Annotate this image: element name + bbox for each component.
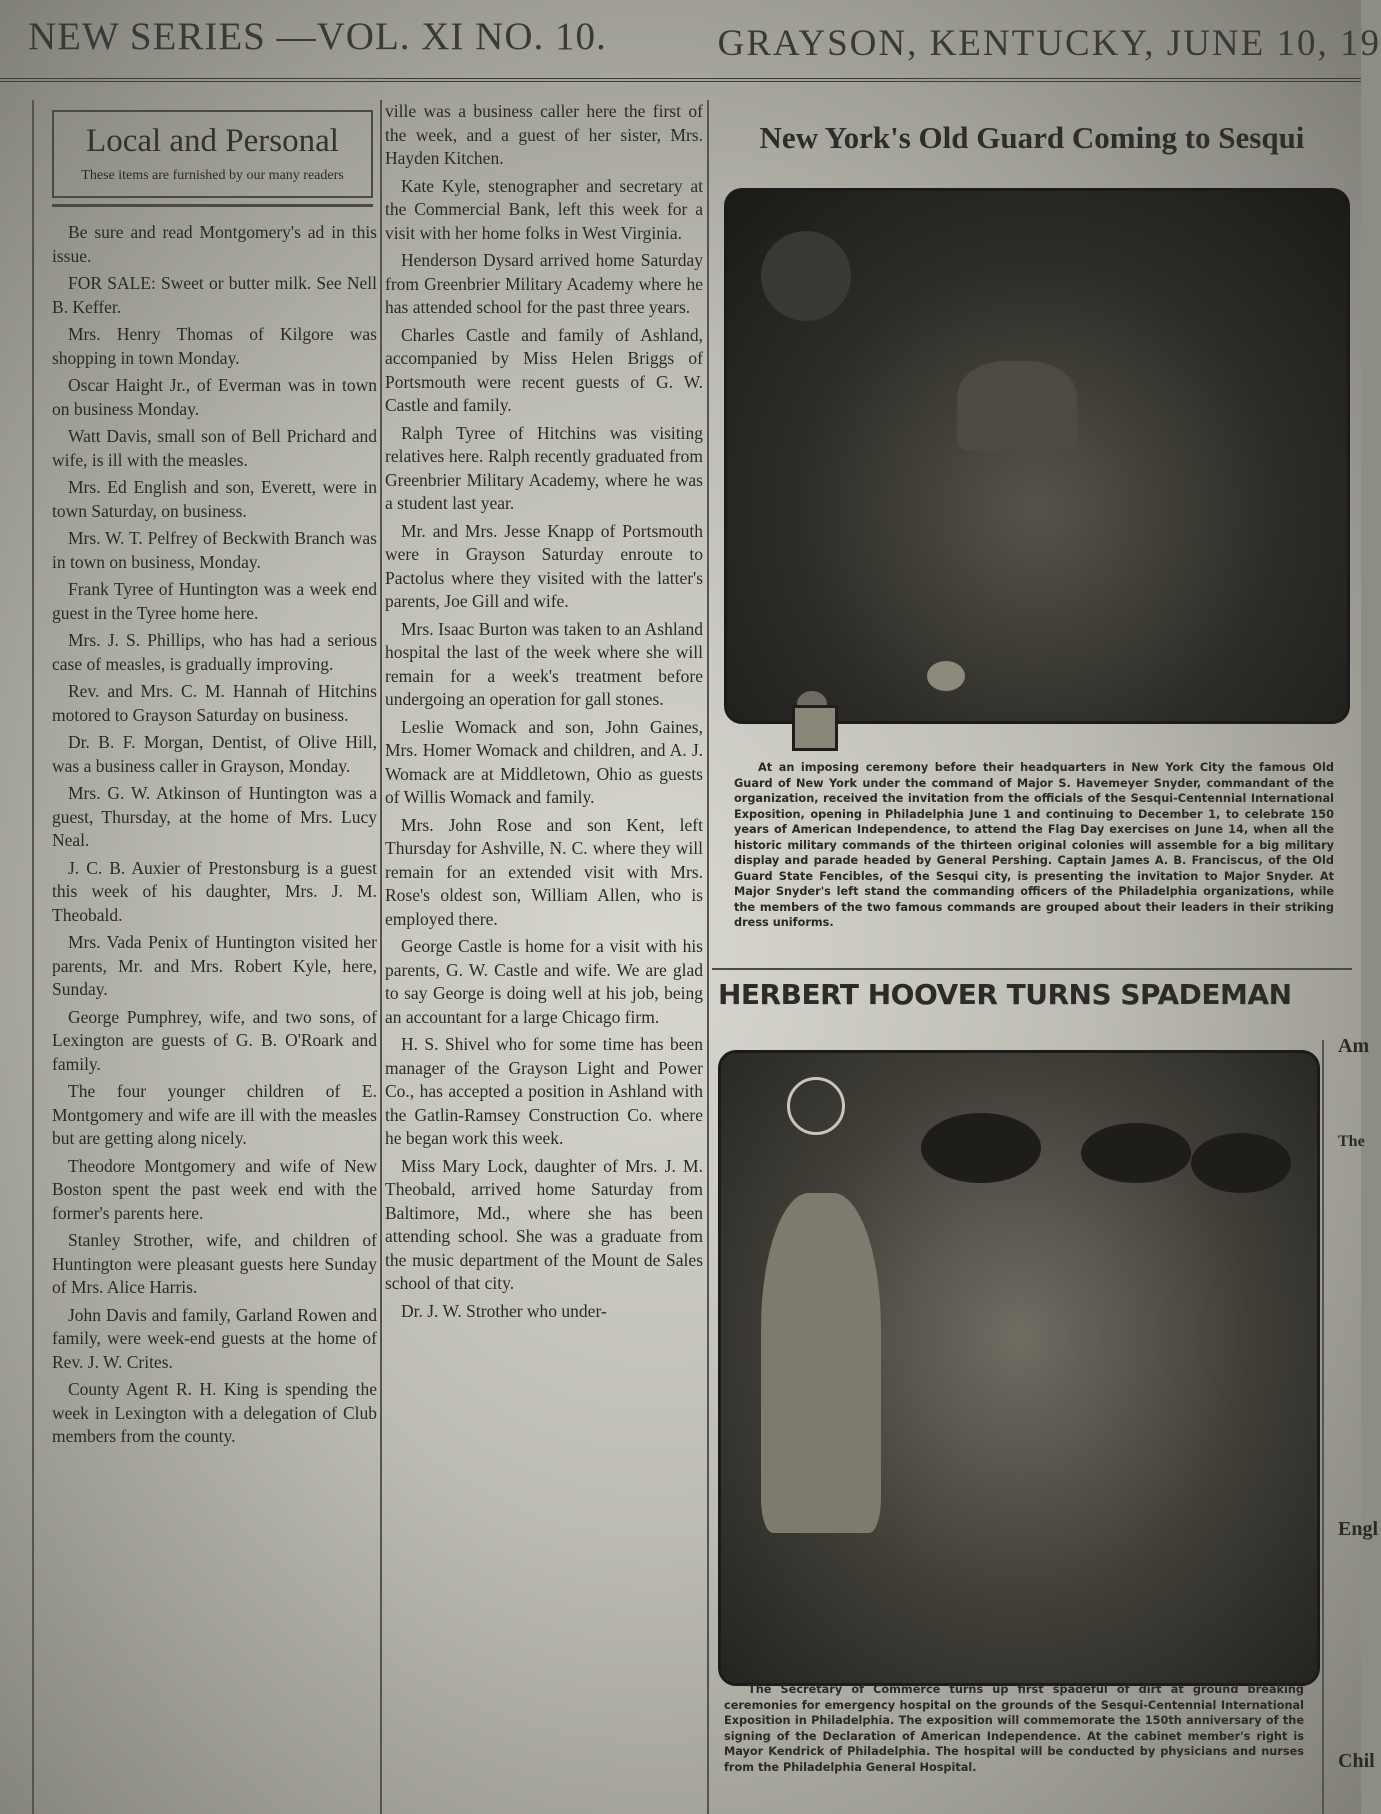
feature-column: [712, 100, 1352, 1814]
wreath-icon: [761, 231, 851, 321]
local-items-list: [52, 221, 377, 1449]
hoover-caption: The Secretary of Commerce turns up first spadeful of dirt at ground breaking ceremonies for emergency hospital on the grounds of the Sesqui-Centennial International Exposition in Philadelphia. The exposition will commemorate the 150th anniversary of the signing of the Declaration of American Independence. At the cabinet member's right is Mayor Kendrick of Philadelphia. The hospital will be conducted by physicians and nurses from the Philadelphia General Hospital.: [724, 1683, 1304, 1774]
local-news-item: Henderson Dysard arrived home Saturday from Greenbrier Military Academy where he has attended school for the past three years.: [385, 250, 703, 317]
local-news-item: Kate Kyle, stenographer and secretary at the Commercial Bank, left this week for a visit with her home folks in West Virginia.: [385, 175, 703, 243]
local-news-item: Dr. J. W. Strother who under-: [401, 1300, 607, 1321]
hat-icon: [927, 661, 965, 691]
hat-icon: [1191, 1133, 1291, 1193]
local-news-item: Mrs. W. T. Pelfrey of Beckwith Branch was in town on business, Monday.: [52, 528, 377, 572]
fragment-text: The: [1338, 1133, 1365, 1150]
local-news-item: John Davis and family, Garland Rowen and family, were week-end guests at the home of Rev. J. W. Crites.: [52, 1304, 377, 1372]
local-news-item: J. C. B. Auxier of Prestonsburg is a guest this week of his daughter, Mrs. J. M. Theobald.: [52, 857, 377, 925]
hoover-headline: HERBERT HOOVER TURNS SPADEMAN: [718, 978, 1292, 1011]
column-rule: [707, 100, 709, 1814]
local-news-item: FOR SALE: Sweet or butter milk. See Nell B. Keffer.: [52, 273, 377, 317]
local-news-item: H. S. Shivel who for some time has been manager of the Grayson Light and Power Co., has accepted a position in Ashland with the Gatlin-Ramsey Construction Co. where he began work this week.: [385, 1034, 703, 1148]
local-news-item: The four younger children of E. Montgomery and wife are ill with the measles but are getting along nicely.: [52, 1081, 377, 1148]
figure-shape: [761, 1193, 881, 1533]
local-personal-column-2: [385, 100, 703, 1814]
local-news-item: Miss Mary Lock, daughter of Mrs. J. M. Theobald, arrived home Saturday from Baltimore, Md., where she has been attending school. She was a graduate from the music department of the Mount de Sales school of that city.: [385, 1155, 703, 1293]
column-rule: [380, 100, 382, 1814]
local-news-item: Mr. and Mrs. Jesse Knapp of Portsmouth were in Grayson Saturday enroute to Pactolus where they visited with the latter's parents, Joe Gill and wife.: [385, 520, 703, 611]
series-volume-line: NEW SERIES —VOL. XI NO. 10.: [28, 15, 607, 58]
local-news-item: Mrs. Isaac Burton was taken to an Ashland hospital the last of the week where she will remain for a week's treatment before undergoing an operation for gall stones.: [385, 618, 703, 709]
fragment-heading: Am: [1338, 1035, 1370, 1057]
hat-icon: [1081, 1123, 1191, 1183]
local-news-item: County Agent R. H. King is spending the week in Lexington with a delegation of Club members from the county.: [52, 1379, 377, 1446]
local-news-item: Watt Davis, small son of Bell Prichard and wife, is ill with the measles.: [52, 426, 377, 470]
local-news-item: Mrs. Ed English and son, Everett, were in town Saturday, on business.: [52, 477, 377, 521]
local-news-item: Mrs. J. S. Phillips, who has had a serious case of measles, is gradually improving.: [52, 630, 377, 674]
section-header-box: [52, 110, 373, 198]
old-guard-headline: New York's Old Guard Coming to Sesqui: [759, 120, 1305, 155]
section-rule: [712, 968, 1352, 970]
old-guard-caption: At an imposing ceremony before their headquarters in New York City the famous Old Guard of New York under the command of Major S. Havemeyer Snyder, commandant of the organization, received the invitation from the officials of the Sesqui-Centennial International Exposition, opening in Philadelphia June 1 and continuing to December 1, to celebrate 150 years of American Independence, to attend the Flag Day exercises on June 14, when all the historic military commands of the thirteen original colonies will assemble for a big military display and parade headed by General Pershing. Captain James A. B. Franciscus, of the Old Guard State Fencibles, of the Sesqui city, is presenting the invitation to Major Snyder. At Major Snyder's left stand the commanding officers of the Philadelphia organizations, while the members of the two famous commands are grouped about their leaders in their striking dress uniforms.: [734, 761, 1334, 929]
adjacent-column-fragment: [1338, 100, 1378, 1814]
masthead: [0, 0, 1381, 82]
local-news-item: ville was a business caller here the first of the week, and a guest of her sister, Mrs. Hayden Kitchen.: [385, 101, 703, 168]
local-news-item: Mrs. Henry Thomas of Kilgore was shopping in town Monday.: [52, 324, 377, 368]
local-news-item: Charles Castle and family of Ashland, accompanied by Miss Helen Briggs of Portsmouth were recent guests of G. W. Castle and family.: [385, 324, 703, 415]
local-news-item: Frank Tyree of Huntington was a week end guest in the Tyree home here.: [52, 579, 377, 623]
doorway-shape: [957, 361, 1077, 451]
section-title: Local and Personal: [86, 123, 339, 159]
column-rule: [1322, 1040, 1324, 1814]
local-news-item: Ralph Tyree of Hitchins was visiting relatives here. Ralph recently graduated from Greenbrier Military Academy, where he was a student last year.: [385, 422, 703, 513]
fragment-heading: Chil: [1338, 1750, 1375, 1772]
local-personal-column-1: [52, 100, 377, 1814]
liberty-bell-icon: [787, 1077, 845, 1135]
local-news-item: Dr. B. F. Morgan, Dentist, of Olive Hill, was a business caller in Grayson, Monday.: [52, 732, 377, 776]
local-news-item: Theodore Montgomery and wife of New Boston spent the past week end with the former's parents here.: [52, 1155, 377, 1223]
local-news-item: Mrs. Vada Penix of Huntington visited her parents, Mr. and Mrs. Robert Kyle, here, Sunday.: [52, 932, 377, 999]
local-news-item: Leslie Womack and son, John Gaines, Mrs. Homer Womack and children, and A. J. Womack are at Middletown, Ohio as guests of Willis Womack and family.: [385, 716, 703, 807]
fragment-heading: Engl: [1338, 1518, 1379, 1540]
local-news-item: Oscar Haight Jr., of Everman was in town on business Monday.: [52, 375, 377, 419]
local-news-item: Mrs. John Rose and son Kent, left Thursday for Ashville, N. C. where they will remain for an extended visit with Mrs. Rose's oldest son, William Allen, who is employed there.: [385, 814, 703, 929]
local-news-item: Mrs. G. W. Atkinson of Huntington was a guest, Thursday, at the home of Mrs. Lucy Neal.: [52, 783, 377, 850]
copyright-emblem-icon: [792, 705, 838, 751]
hoover-photo: [718, 1050, 1320, 1686]
local-items-list-continued: [385, 100, 703, 1323]
hat-icon: [921, 1113, 1041, 1183]
dateline: GRAYSON, KENTUCKY, JUNE 10, 19: [717, 23, 1381, 64]
old-guard-photo: [724, 188, 1350, 724]
local-news-item: George Pumphrey, wife, and two sons, of Lexington are guests of G. B. O'Roark and family.: [52, 1006, 377, 1074]
local-news-item: George Castle is home for a visit with his parents, G. W. Castle and wife. We are glad to say George is doing well at his job, being an accountant for a large Chicago firm.: [385, 936, 703, 1027]
local-news-item: Stanley Strother, wife, and children of Huntington were pleasant guests here Sunday of Mrs. Alice Harris.: [52, 1230, 377, 1297]
section-subtitle: These items are furnished by our many readers: [81, 168, 344, 183]
column-rule: [32, 100, 34, 1814]
local-news-item: Be sure and read Montgomery's ad in this issue.: [52, 222, 377, 266]
section-divider: [52, 204, 373, 207]
local-news-item: Rev. and Mrs. C. M. Hannah of Hitchins motored to Grayson Saturday on business.: [52, 681, 377, 725]
